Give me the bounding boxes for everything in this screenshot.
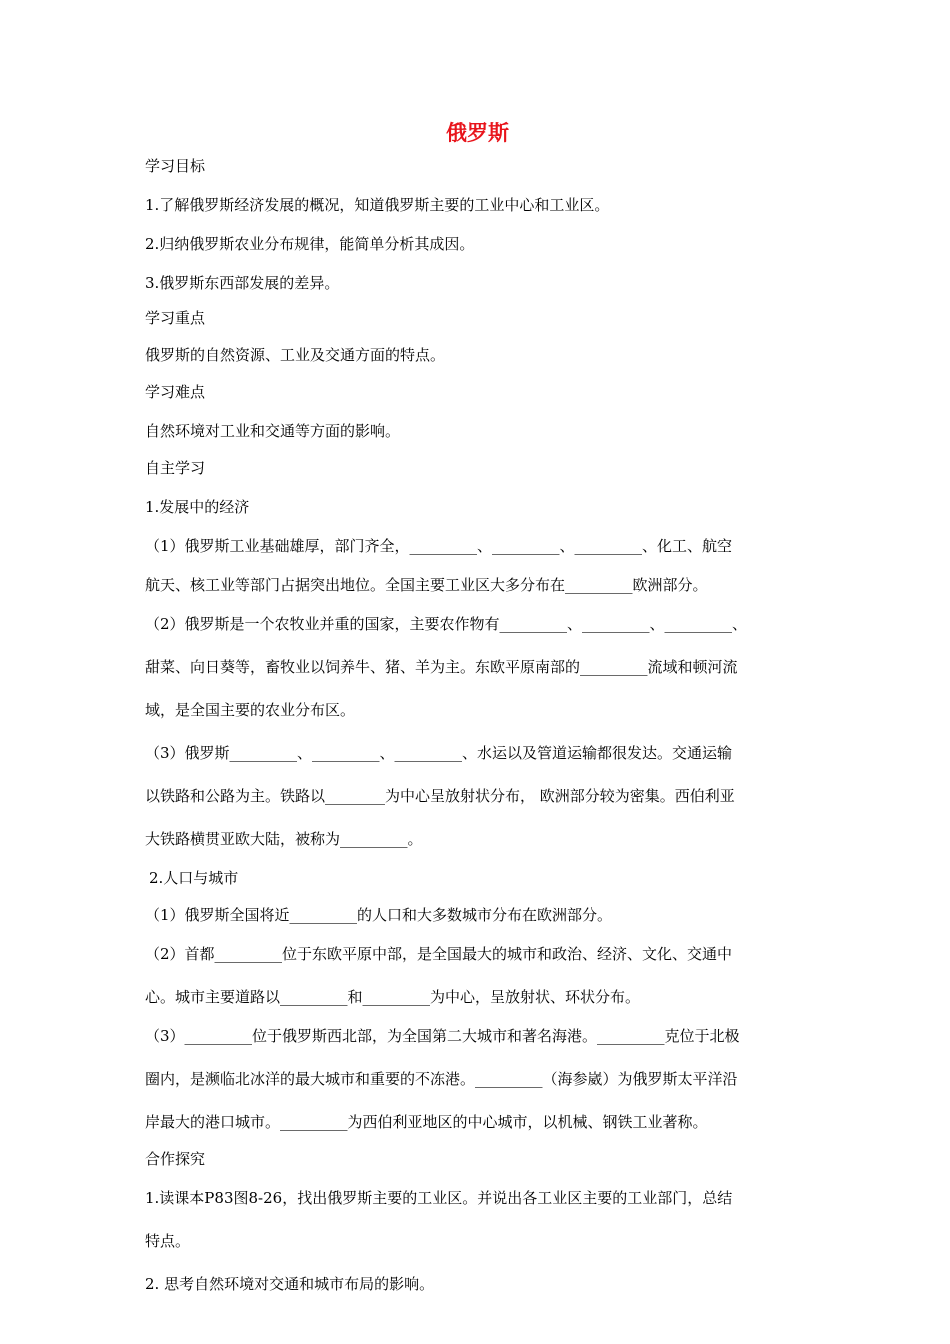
document-page bbox=[145, 118, 810, 1295]
economy-paragraph-2-line-1: （2）俄罗斯是一个农牧业并重的国家，主要农作物有_________、_________、_________、 bbox=[145, 615, 748, 633]
economy-paragraph-1-line-1: （1）俄罗斯工业基础雄厚，部门齐全，_________、_________、_________、化工、航空 bbox=[145, 537, 733, 555]
economy-paragraph-3-line-2: 以铁路和公路为主。铁路以________为中心呈放射状分布， 欧洲部分较为密集。西伯利亚 bbox=[145, 787, 735, 805]
section-heading-difficulties: 学习难点 bbox=[145, 383, 206, 401]
population-paragraph-3-line-3: 岸最大的港口城市。_________为西伯利亚地区的中心城市，以机械、钢铁工业著称。 bbox=[145, 1113, 708, 1131]
goal-item-2: 2.归纳俄罗斯农业分布规律，能简单分析其成因。 bbox=[145, 235, 475, 253]
section-heading-self-study: 自主学习 bbox=[145, 459, 206, 477]
population-paragraph-2-line-1: （2）首都_________位于东欧平原中部，是全国最大的城市和政治、经济、文化、交通中 bbox=[145, 945, 733, 963]
inquiry-item-2: 2. 思考自然环境对交通和城市布局的影响。 bbox=[145, 1275, 435, 1293]
inquiry-item-1-line-2: 特点。 bbox=[145, 1232, 191, 1250]
economy-paragraph-2-line-2: 甜菜、向日葵等，畜牧业以饲养牛、猪、羊为主。东欧平原南部的_________流域和顿河流 bbox=[145, 658, 738, 676]
population-paragraph-3-line-2: 圈内，是濒临北冰洋的最大城市和重要的不冻港。_________（海参崴）为俄罗斯太平洋沿 bbox=[145, 1070, 738, 1088]
population-paragraph-3-line-1: （3）_________位于俄罗斯西北部，为全国第二大城市和著名海港。_________克位于北极 bbox=[145, 1027, 740, 1045]
economy-paragraph-3-line-1: （3）俄罗斯_________、_________、_________、水运以及管道运输都很发达。交通运输 bbox=[145, 744, 733, 762]
difficulties-text: 自然环境对工业和交通等方面的影响。 bbox=[145, 422, 401, 440]
economy-paragraph-1-line-2: 航天、核工业等部门占据突出地位。全国主要工业区大多分布在_________欧洲部分。 bbox=[145, 576, 708, 594]
economy-paragraph-2-line-3: 域，是全国主要的农业分布区。 bbox=[145, 701, 356, 719]
subheading-population-cities: 2.人口与城市 bbox=[149, 869, 239, 887]
section-heading-learning-goals: 学习目标 bbox=[145, 157, 206, 175]
section-heading-cooperative-inquiry: 合作探究 bbox=[145, 1150, 206, 1168]
goal-item-3: 3.俄罗斯东西部发展的差异。 bbox=[145, 274, 340, 292]
document-title: 俄罗斯 bbox=[446, 120, 509, 145]
economy-paragraph-3-line-3: 大铁路横贯亚欧大陆，被称为_________。 bbox=[145, 830, 423, 848]
subheading-economy: 1.发展中的经济 bbox=[145, 498, 250, 516]
population-paragraph-1: （1）俄罗斯全国将近_________的人口和大多数城市分布在欧洲部分。 bbox=[145, 906, 613, 924]
section-heading-key-points: 学习重点 bbox=[145, 309, 206, 327]
key-points-text: 俄罗斯的自然资源、工业及交通方面的特点。 bbox=[145, 346, 446, 364]
inquiry-item-1-line-1: 1.读课本P83图8-26，找出俄罗斯主要的工业区。并说出各工业区主要的工业部门，总结 bbox=[145, 1189, 733, 1207]
goal-item-1: 1.了解俄罗斯经济发展的概况，知道俄罗斯主要的工业中心和工业区。 bbox=[145, 196, 610, 214]
population-paragraph-2-line-2: 心。城市主要道路以_________和_________为中心，呈放射状、环状分布。 bbox=[145, 988, 641, 1006]
